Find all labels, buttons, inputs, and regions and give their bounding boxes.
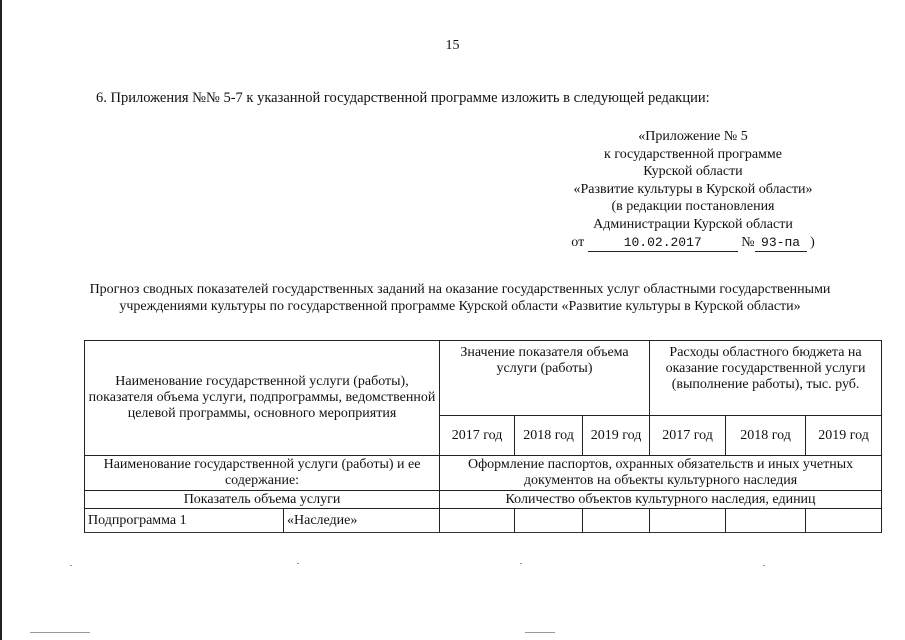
appendix-line: к государственной программе	[604, 146, 782, 162]
decree-date-line	[548, 234, 838, 253]
scan-speck	[520, 563, 522, 564]
year-header: 2017 год	[440, 416, 515, 456]
year-header: 2018 год	[726, 416, 806, 456]
date-prefix: от	[571, 234, 585, 250]
scan-speck	[297, 563, 299, 564]
subprogram-label: Подпрограмма 1	[85, 509, 284, 533]
appendix-line: Администрации Курской области	[593, 216, 793, 232]
table-cell-empty	[583, 509, 650, 533]
appendix-line: (в редакции постановления	[611, 199, 775, 215]
scan-speck	[525, 632, 555, 633]
appendix-line: Курской области	[643, 164, 743, 180]
table-cell-empty	[650, 509, 726, 533]
appendix-line: «Приложение № 5	[638, 129, 748, 144]
table-cell-empty	[515, 509, 583, 533]
header-expense-group: Расходы областного бюджета на оказание государственной услуги (выполнение работы), тыс. руб.	[650, 341, 882, 416]
page-number: 15	[445, 38, 460, 53]
year-header: 2017 год	[650, 416, 726, 456]
forecast-title: Прогноз сводных показателей государственных заданий на оказание государственных услуг областными государственными учреждениями культуры по государственной программе Курской области «Развитие культуры в Курской области»	[89, 282, 831, 314]
service-name-label: Наименование государственной услуги (работы) и ее содержание:	[85, 456, 440, 491]
decree-date: 10.02.2017	[588, 234, 738, 253]
year-header: 2018 год	[515, 416, 583, 456]
year-header: 2019 год	[806, 416, 882, 456]
table-cell-empty	[726, 509, 806, 533]
indicator-label: Показатель объема услуги	[85, 491, 440, 509]
table-cell-empty	[440, 509, 515, 533]
header-name-column: Наименование государственной услуги (работы), показателя объема услуги, подпрограммы, ведомственной целевой программы, основного мероприятия	[85, 341, 440, 456]
amendment-paragraph: 6. Приложения №№ 5-7 к указанной государственной программе изложить в следующей редакции:	[96, 90, 710, 106]
page-left-edge	[0, 0, 2, 640]
table-cell-empty	[806, 509, 882, 533]
table-bottom-rule	[84, 532, 881, 533]
decree-number: 93-па	[755, 234, 807, 253]
service-name-value: Оформление паспортов, охранных обязательств и иных учетных документов на объекты культурного наследия	[440, 456, 882, 491]
scan-speck	[70, 565, 72, 566]
scan-speck	[30, 632, 90, 633]
closing-paren: )	[810, 234, 815, 250]
forecast-table	[84, 340, 882, 533]
appendix-header-block	[548, 128, 838, 252]
indicator-value: Количество объектов культурного наследия, единиц	[440, 491, 882, 509]
subprogram-name: «Наследие»	[284, 509, 440, 533]
appendix-line: «Развитие культуры в Курской области»	[573, 181, 813, 197]
number-prefix: №	[741, 234, 755, 250]
header-value-group: Значение показателя объема услуги (работы)	[440, 341, 650, 416]
year-header: 2019 год	[583, 416, 650, 456]
scan-speck	[763, 565, 765, 566]
